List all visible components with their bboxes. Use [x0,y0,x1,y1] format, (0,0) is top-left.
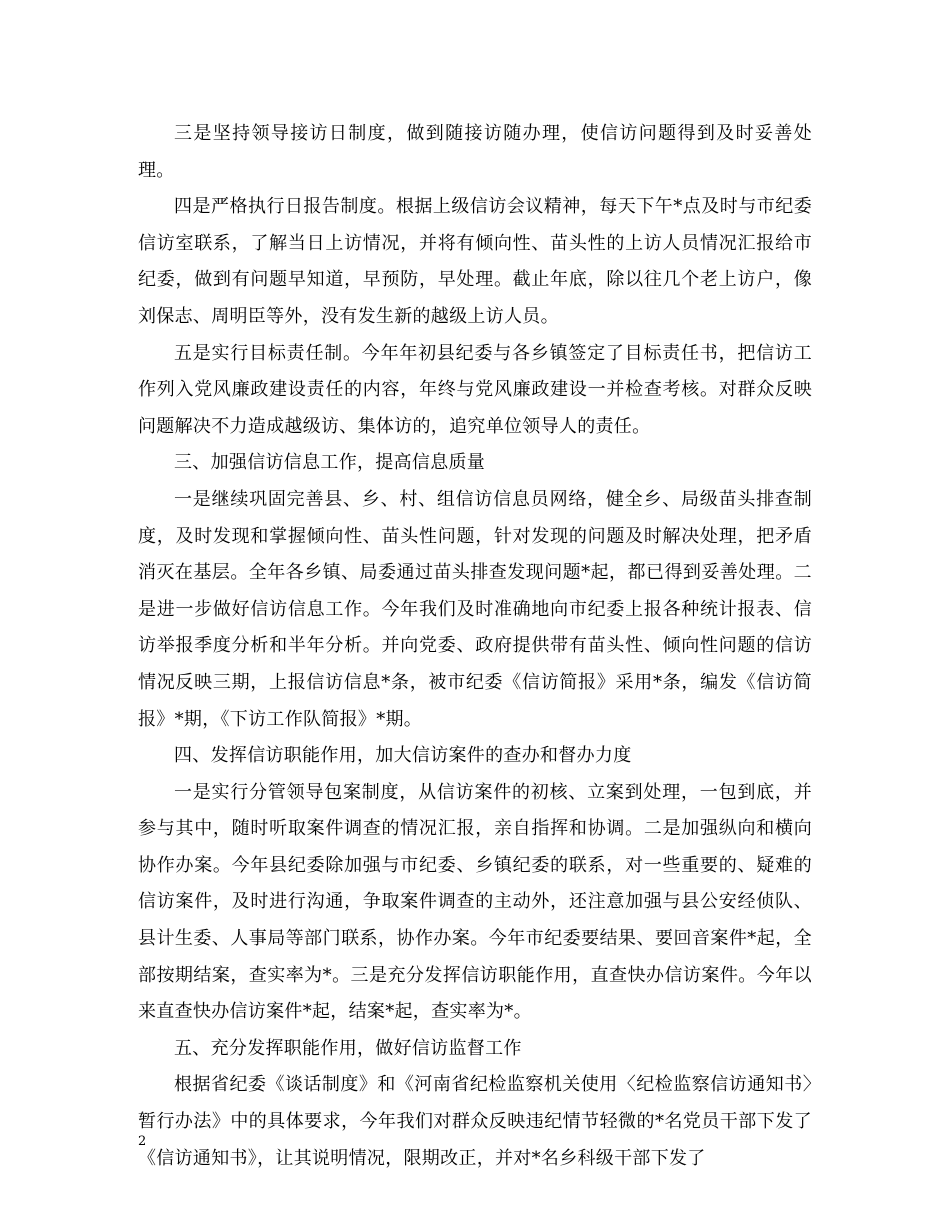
paragraph-daily-report: 四是严格执行日报告制度。根据上级信访会议精神，每天下午*点及时与市纪委信访室联系，了解当日上访情况，并将有倾向性、苗头性的上访人员情况汇报给市纪委，做到有问题早知道，早预防，早处理。截止年底，除以往几个老上访户，像刘保志、周明臣等外，没有发生新的越级上访人员。 [138,196,812,327]
paragraph-case-handling: 一是实行分管领导包案制度，从信访案件的初核、立案到处理，一包到底，并参与其中，随时听取案件调查的情况汇报，亲自指挥和协调。二是加强纵向和横向协作办案。今年县纪委除加强与市纪委、乡镇纪委的联系，对一些重要的、疑难的信访案件，及时进行沟通，争取案件调查的主动外，还注意加强与县公安经侦队、县计生委、人事局等部门联系，协作办案。今年市纪委要结果、要回音案件*起，全部按期结案，查实率为*。三是充分发挥信访职能作用，直查快办信访案件。今年以来直查快办信访案件*起，结案*起，查实率为*。 [138,781,812,1023]
paragraph-information-network: 一是继续巩固完善县、乡、村、组信访信息员网络，健全乡、局级苗头排查制度，及时发现和掌握倾向性、苗头性问题，针对发现的问题及时解决处理，把矛盾消灭在基层。全年各乡镇、局委通过苗头排查发现问题*起，都已得到妥善处理。二是进一步做好信访信息工作。今年我们及时准确地向市纪委上报各种统计报表、信访举报季度分析和半年分析。并向党委、政府提供带有苗头性、倾向性问题的信访情况反映三期，上报信访信息*条，被市纪委《信访简报》采用*条，编发《信访简报》*期，《下访工作队简报》*期。 [138,488,812,730]
paragraph-supervision: 根据省纪委《谈话制度》和《河南省纪检监察机关使用〈纪检监察信访通知书〉暂行办法》中的具体要求，今年我们对群众反映违纪情节轻微的*名党员干部下发了《信访通知书》，让其说明情况，限期改正，并对*名乡科级干部下发了 [138,1074,812,1169]
document-body [138,116,812,1177]
page-number: 2 [138,1134,147,1149]
paragraph-reception-day: 三是坚持领导接访日制度，做到随接访随办理，使信访问题得到及时妥善处理。 [138,123,812,181]
paragraph-target-responsibility: 五是实行目标责任制。今年年初县纪委与各乡镇签定了目标责任书，把信访工作列入党风廉政建设责任的内容，年终与党风廉政建设一并检查考核。对群众反映问题解决不力造成越级访、集体访的，追究单位领导人的责任。 [138,342,812,437]
section-heading-supervision: 五、充分发挥职能作用，做好信访监督工作 [174,1037,522,1059]
section-heading-case-handling: 四、发挥信访职能作用，加大信访案件的查办和督办力度 [174,745,632,767]
section-heading-information-work: 三、加强信访信息工作，提高信息质量 [174,452,486,474]
